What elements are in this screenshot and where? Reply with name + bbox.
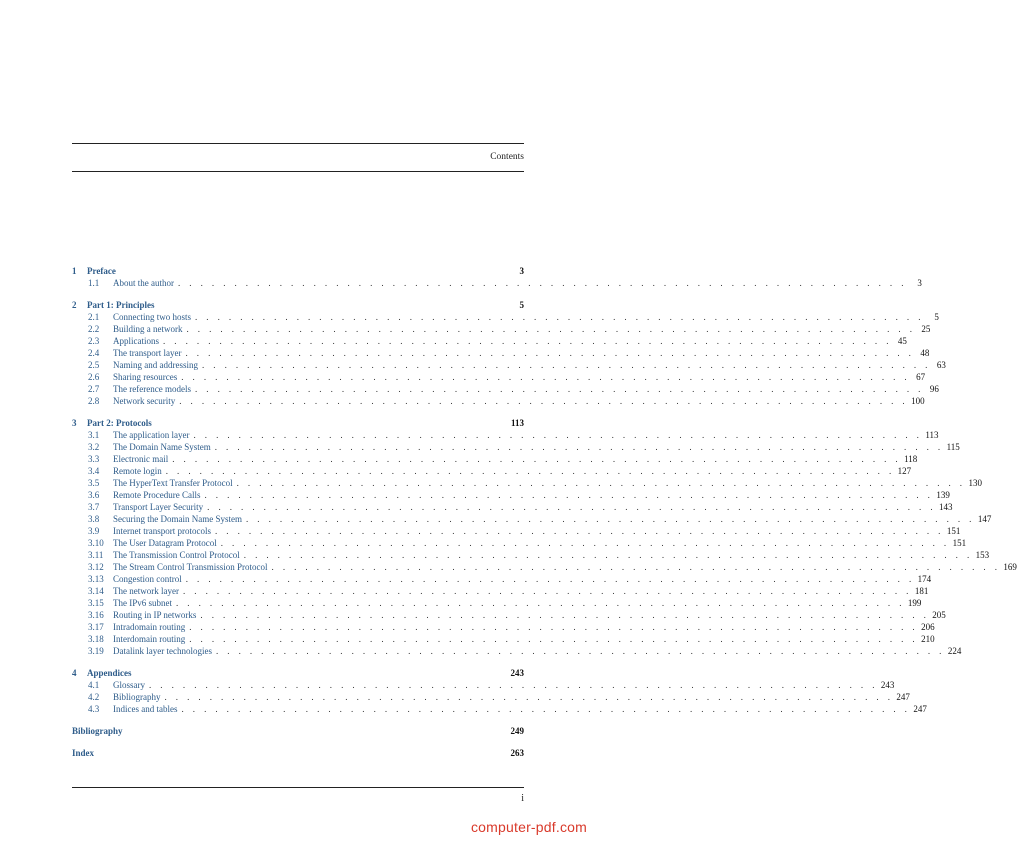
toc-section-link[interactable]: Internet transport protocols (113, 526, 211, 536)
toc-section-line (113, 525, 961, 537)
toc-section-link[interactable]: Applications (113, 336, 159, 346)
toc-section-page: 113 (925, 430, 939, 440)
toc-section-link[interactable]: The HyperText Transfer Protocol (113, 478, 233, 488)
toc-chapter-link[interactable]: Bibliography (72, 726, 123, 736)
toc-section-link[interactable]: The Transmission Control Protocol (113, 550, 240, 560)
toc-section-line (113, 323, 931, 335)
toc-section-row[interactable] (0, 585, 929, 597)
toc-section-link[interactable]: Building a network (113, 324, 183, 334)
toc-section-number: 2.7 (88, 384, 100, 394)
toc-section-number: 2.1 (88, 312, 100, 322)
toc-section-number: 3.3 (88, 454, 100, 464)
toc-section-page: 169 (1003, 562, 1017, 572)
toc-chapter-number: 2 (72, 300, 77, 310)
toc-section-link[interactable]: The network layer (113, 586, 179, 596)
footer-rule (72, 787, 524, 788)
toc-section-page: 127 (897, 466, 912, 476)
toc-leader-dots: . . . . . . . . . . . . . . . . . . . . . . . . . . . . . . . . . . . . . . . . . . . . . . . . . . . . . . . . . . . . . . . . . (245, 514, 975, 524)
toc-section-line (113, 383, 939, 395)
toc-section-number: 2.6 (88, 372, 100, 382)
toc-section-row[interactable] (0, 703, 927, 715)
toc-section-row[interactable] (0, 277, 922, 289)
toc-chapter-number: 3 (72, 418, 77, 428)
toc-section-link[interactable]: The IPv6 subnet (113, 598, 172, 608)
toc-leader-dots: . . . . . . . . . . . . . . . . . . . . . . . . . . . . . . . . . . . . . . . . . . . . . . . . . . . . . . . . . . . . . . . . . (149, 680, 878, 690)
toc-section-row[interactable] (0, 383, 939, 395)
toc-section-link[interactable]: Remote Procedure Calls (113, 490, 201, 500)
toc-section-line (113, 691, 910, 703)
toc-section-line (113, 513, 992, 525)
toc-section-row[interactable] (0, 323, 931, 335)
toc-leader-dots: . . . . . . . . . . . . . . . . . . . . . . . . . . . . . . . . . . . . . . . . . . . . . . . . . . . . . . . . . . . . . . . . . (194, 384, 924, 394)
toc-leader-dots: . . . . . . . . . . . . . . . . . . . . . . . . . . . . . . . . . . . . . . . . . . . . . . . . . . . . . . . . . . . . . . . . . (172, 454, 902, 464)
toc-leader-dots: . . . . . . . . . . . . . . . . . . . . . . . . . . . . . . . . . . . . . . . . . . . . . . . . . . . . . . . . . . . . . . . . . (179, 396, 909, 406)
toc-leader-dots: . . . . . . . . . . . . . . . . . . . . . . . . . . . . . . . . . . . . . . . . . . . . . . . . . . . . . . . . . . . . . . . . . (193, 430, 923, 440)
toc-section-page: 118 (904, 454, 918, 464)
toc-section-line (113, 441, 960, 453)
toc-chapter-row[interactable] (0, 667, 595, 679)
toc-section-number: 3.4 (88, 466, 100, 476)
toc-section-line (113, 347, 930, 359)
toc-section-row[interactable] (0, 395, 925, 407)
toc-chapter-row[interactable] (0, 417, 595, 429)
toc-section-link[interactable]: The reference models (113, 384, 191, 394)
toc-chapter-link[interactable]: Part 1: Principles (87, 300, 155, 310)
toc-leader-dots: . . . . . . . . . . . . . . . . . . . . . . . . . . . . . . . . . . . . . . . . . . . . . . . . . . . . . . . . . . . . . . . . . (185, 348, 915, 358)
toc-section-link[interactable]: The Stream Control Transmission Protocol (113, 562, 268, 572)
toc-leader-dots: . . . . . . . . . . . . . . . . . . . . . . . . . . . . . . . . . . . . . . . . . . . . . . . . . . . . . . . . . . . . . . . . . (163, 336, 892, 346)
toc-section-line (113, 597, 922, 609)
toc-section-number: 3.10 (88, 538, 104, 548)
toc-section-link[interactable]: Connecting two hosts (113, 312, 191, 322)
toc-section-row[interactable] (0, 465, 912, 477)
toc-section-line (113, 453, 918, 465)
toc-leader-dots: . . . . . . . . . . . . . . . . . . . . . . . . . . . . . . . . . . . . . . . . . . . . . . . . . . . . . . . . . . . . . . . . . (236, 478, 966, 488)
toc-section-number: 3.8 (88, 514, 100, 524)
toc-leader-dots: . . . . . . . . . . . . . . . . . . . . . . . . . . . . . . . . . . . . . . . . . . . . . . . . . . . . . . . . . . . . . . . . . (176, 598, 905, 608)
toc-section-line (113, 371, 926, 383)
toc-section-number: 3.1 (88, 430, 100, 440)
toc-section-row[interactable] (0, 347, 930, 359)
toc-section-line (113, 477, 982, 489)
toc-chapter-page: 263 (510, 748, 524, 758)
toc-section-link[interactable]: Routing in IP networks (113, 610, 197, 620)
toc-section-line (113, 277, 922, 289)
toc-leader-dots: . . . . . . . . . . . . . . . . . . . . . . . . . . . . . . . . . . . . . . . . . . . . . . . . . . . . . . . . . . . . . . . . . (201, 360, 931, 370)
toc-section-number: 2.3 (88, 336, 100, 346)
toc-section-number: 3.11 (88, 550, 104, 560)
toc-chapter-page: 5 (519, 300, 524, 310)
toc-section-number: 4.3 (88, 704, 100, 714)
running-head: Contents (490, 152, 524, 162)
toc-section-row[interactable] (0, 441, 960, 453)
toc-section-page: 153 (975, 550, 990, 560)
toc-section-line (113, 645, 962, 657)
toc-chapter-page: 243 (510, 668, 524, 678)
toc-section-line (113, 703, 927, 715)
toc-chapter-link[interactable]: Part 2: Protocols (87, 418, 152, 428)
toc-section-page: 63 (936, 360, 946, 370)
toc-section-link[interactable]: Naming and addressing (113, 360, 198, 370)
toc-section-number: 1.1 (88, 278, 100, 288)
toc-chapter-row[interactable] (0, 299, 595, 311)
toc-section-page: 139 (936, 490, 950, 500)
toc-section-line (113, 489, 950, 501)
toc-section-link[interactable]: Intradomain routing (113, 622, 186, 632)
toc-section-link[interactable]: About the author (113, 278, 174, 288)
toc-section-row[interactable] (0, 609, 946, 621)
toc-section-line (113, 585, 929, 597)
toc-section-line (113, 633, 935, 645)
toc-section-page: 96 (929, 384, 939, 394)
toc-section-link[interactable]: The Domain Name System (113, 442, 211, 452)
toc-leader-dots: . . . . . . . . . . . . . . . . . . . . . . . . . . . . . . . . . . . . . . . . . . . . . . . . . . . . . . . . . . . . . . . . . (215, 646, 945, 656)
toc-section-page: 115 (946, 442, 960, 452)
toc-leader-dots: . . . . . . . . . . . . . . . . . . . . . . . . . . . . . . . . . . . . . . . . . . . . . . . . . . . . . . . . . . . . . . . . . (189, 634, 919, 644)
toc-section-row[interactable] (0, 573, 932, 585)
toc-section-line (113, 335, 907, 347)
toc-section-page: 247 (913, 704, 927, 714)
toc-chapter-row[interactable] (0, 265, 595, 277)
toc-leader-dots: . . . . . . . . . . . . . . . . . . . . . . . . . . . . . . . . . . . . . . . . . . . . . . . . . . . . . . . . . . . . . . . . . (164, 692, 894, 702)
toc-section-page: 25 (921, 324, 931, 334)
toc-section-page: 5 (934, 312, 939, 322)
toc-section-line (113, 311, 939, 323)
toc-section-row[interactable] (0, 597, 922, 609)
toc-section-number: 2.5 (88, 360, 100, 370)
toc-leader-dots: . . . . . . . . . . . . . . . . . . . . . . . . . . . . . . . . . . . . . . . . . . . . . . . . . . . . . . . . . . . . . . . . . (185, 574, 915, 584)
toc-section-row[interactable] (0, 477, 982, 489)
toc-chapter-link[interactable]: Index (72, 748, 95, 758)
toc-chapter-row[interactable] (0, 725, 595, 737)
toc-section-number: 3.18 (88, 634, 104, 644)
toc-section-page: 206 (921, 622, 935, 632)
toc-section-number: 3.16 (88, 610, 104, 620)
toc-section-link[interactable]: Indices and tables (113, 704, 178, 714)
toc-section-number: 3.12 (88, 562, 104, 572)
toc-section-number: 2.2 (88, 324, 100, 334)
toc-section-link[interactable]: Network security (113, 396, 176, 406)
toc-chapter-number: 4 (72, 668, 77, 678)
toc-section-row[interactable] (0, 633, 935, 645)
toc-leader-dots: . . . . . . . . . . . . . . . . . . . . . . . . . . . . . . . . . . . . . . . . . . . . . . . . . . . . . . . . . . . . . . . . . (243, 550, 973, 560)
toc-leader-dots: . . . . . . . . . . . . . . . . . . . . . . . . . . . . . . . . . . . . . . . . . . . . . . . . . . . . . . . . . . . . . . . . . (186, 324, 916, 334)
toc-leader-dots: . . . . . . . . . . . . . . . . . . . . . . . . . . . . . . . . . . . . . . . . . . . . . . . . . . . . . . . . . . . . . . . . . (214, 442, 944, 452)
toc-leader-dots: . . . . . . . . . . . . . . . . . . . . . . . . . . . . . . . . . . . . . . . . . . . . . . . . . . . . . . . . . . . . . . . . . (207, 502, 937, 512)
toc-leader-dots: . . . . . . . . . . . . . . . . . . . . . . . . . . . . . . . . . . . . . . . . . . . . . . . . . . . . . . . . . . . . . . . . . (178, 278, 907, 288)
toc-section-row[interactable] (0, 537, 967, 549)
toc-section-number: 3.14 (88, 586, 104, 596)
toc-section-link[interactable]: Securing the Domain Name System (113, 514, 242, 524)
toc-section-page: 181 (914, 586, 929, 596)
toc-section-row[interactable] (0, 371, 926, 383)
toc-section-page: 147 (977, 514, 992, 524)
toc-chapter-page: 249 (510, 726, 524, 736)
toc-section-line (113, 573, 932, 585)
toc-section-row[interactable] (0, 691, 910, 703)
toc-section-link[interactable]: Transport Layer Security (113, 502, 204, 512)
toc-section-row[interactable] (0, 453, 918, 465)
toc-section-link[interactable]: Congestion control (113, 574, 182, 584)
toc-section-page: 224 (947, 646, 962, 656)
toc-section-link[interactable]: Bibliography (113, 692, 161, 702)
toc-section-line (113, 395, 925, 407)
toc-section-number: 2.4 (88, 348, 100, 358)
toc-leader-dots: . . . . . . . . . . . . . . . . . . . . . . . . . . . . . . . . . . . . . . . . . . . . . . . . . . . . . . . . . . . . . . . . . (220, 538, 950, 548)
toc-section-line (113, 561, 1017, 573)
toc-section-page: 67 (916, 372, 926, 382)
toc-section-row[interactable] (0, 429, 939, 441)
toc-section-page: 143 (939, 502, 953, 512)
toc-section-number: 4.1 (88, 680, 100, 690)
toc-section-line (113, 359, 946, 371)
toc-section-row[interactable] (0, 679, 895, 691)
toc-leader-dots: . . . . . . . . . . . . . . . . . . . . . . . . . . . . . . . . . . . . . . . . . . . . . . . . . . . . . . . . . . . . . . . . . (165, 466, 895, 476)
toc-section-link[interactable]: Datalink layer technologies (113, 646, 212, 656)
toc-chapter-number: 1 (72, 266, 77, 276)
toc-section-line (113, 537, 967, 549)
toc-section-row[interactable] (0, 513, 992, 525)
toc-section-row[interactable] (0, 549, 990, 561)
toc-section-page: 174 (917, 574, 932, 584)
toc-section-page: 130 (968, 478, 982, 488)
toc-section-number: 3.7 (88, 502, 100, 512)
toc-section-link[interactable]: The application layer (113, 430, 190, 440)
toc-section-page: 243 (880, 680, 895, 690)
toc-section-link[interactable]: Interdomain routing (113, 634, 186, 644)
toc-section-row[interactable] (0, 335, 907, 347)
toc-section-page: 45 (897, 336, 907, 346)
toc-section-row[interactable] (0, 489, 950, 501)
toc-section-row[interactable] (0, 645, 962, 657)
toc-section-page: 205 (932, 610, 946, 620)
toc-section-line (113, 679, 895, 691)
toc-section-row[interactable] (0, 561, 1017, 573)
toc-section-line (113, 429, 939, 441)
toc-leader-dots: . . . . . . . . . . . . . . . . . . . . . . . . . . . . . . . . . . . . . . . . . . . . . . . . . . . . . . . . . . . . . . . . . (181, 704, 911, 714)
toc-section-page: 48 (920, 348, 930, 358)
toc-leader-dots: . . . . . . . . . . . . . . . . . . . . . . . . . . . . . . . . . . . . . . . . . . . . . . . . . . . . . . . . . . . . . . . . . (271, 562, 1001, 572)
toc-leader-dots: . . . . . . . . . . . . . . . . . . . . . . . . . . . . . . . . . . . . . . . . . . . . . . . . . . . . . . . . . . . . . . . . . (204, 490, 934, 500)
toc-leader-dots: . . . . . . . . . . . . . . . . . . . . . . . . . . . . . . . . . . . . . . . . . . . . . . . . . . . . . . . . . . . . . . . . . (182, 586, 912, 596)
toc-section-row[interactable] (0, 621, 935, 633)
toc-section-page: 3 (917, 278, 922, 288)
toc-section-link[interactable]: Glossary (113, 680, 145, 690)
toc-section-row[interactable] (0, 525, 961, 537)
toc-chapter-row[interactable] (0, 747, 595, 759)
toc-chapter-page: 3 (519, 266, 524, 276)
toc-section-link[interactable]: The transport layer (113, 348, 182, 358)
toc-leader-dots: . . . . . . . . . . . . . . . . . . . . . . . . . . . . . . . . . . . . . . . . . . . . . . . . . . . . . . . . . . . . . . . . . (200, 610, 930, 620)
toc-section-link[interactable]: Sharing resources (113, 372, 178, 382)
page-number: i (521, 793, 524, 804)
toc-section-row[interactable] (0, 311, 939, 323)
toc-section-line (113, 609, 946, 621)
toc-section-line (113, 621, 935, 633)
toc-chapter-link[interactable]: Appendices (87, 668, 132, 678)
toc-section-link[interactable]: Electronic mail (113, 454, 169, 464)
toc-section-page: 247 (896, 692, 910, 702)
toc-section-line (113, 549, 990, 561)
toc-section-page: 151 (952, 538, 967, 548)
toc-section-line (113, 465, 912, 477)
toc-section-number: 4.2 (88, 692, 100, 702)
toc-section-number: 3.13 (88, 574, 104, 584)
toc-chapter-link[interactable]: Preface (87, 266, 116, 276)
toc-section-number: 3.19 (88, 646, 104, 656)
toc-leader-dots: . . . . . . . . . . . . . . . . . . . . . . . . . . . . . . . . . . . . . . . . . . . . . . . . . . . . . . . . . . . . . . . . . (214, 526, 944, 536)
toc-section-number: 2.8 (88, 396, 100, 406)
toc-section-number: 3.9 (88, 526, 100, 536)
toc-section-number: 3.6 (88, 490, 100, 500)
toc-section-number: 3.2 (88, 442, 100, 452)
toc-section-page: 100 (911, 396, 925, 406)
toc-section-row[interactable] (0, 501, 953, 513)
toc-section-page: 151 (946, 526, 961, 536)
toc-section-number: 3.15 (88, 598, 104, 608)
toc-section-link[interactable]: The User Datagram Protocol (113, 538, 217, 548)
toc-section-page: 199 (907, 598, 922, 608)
toc-section-row[interactable] (0, 359, 946, 371)
toc-section-number: 3.17 (88, 622, 104, 632)
toc-leader-dots: . . . . . . . . . . . . . . . . . . . . . . . . . . . . . . . . . . . . . . . . . . . . . . . . . . . . . . . . . . . . . . . . . (181, 372, 911, 382)
toc-chapter-page: 113 (510, 418, 524, 428)
toc-leader-dots: . . . . . . . . . . . . . . . . . . . . . . . . . . . . . . . . . . . . . . . . . . . . . . . . . . . . . . . . . . . . . . . . . (189, 622, 919, 632)
toc-section-link[interactable]: Remote login (113, 466, 162, 476)
toc-section-line (113, 501, 953, 513)
watermark: computer-pdf.com (470, 819, 587, 835)
toc-section-page: 210 (921, 634, 935, 644)
toc-section-number: 3.5 (88, 478, 100, 488)
toc-leader-dots: . . . . . . . . . . . . . . . . . . . . . . . . . . . . . . . . . . . . . . . . . . . . . . . . . . . . . . . . . . . . . . . . . (195, 312, 924, 322)
